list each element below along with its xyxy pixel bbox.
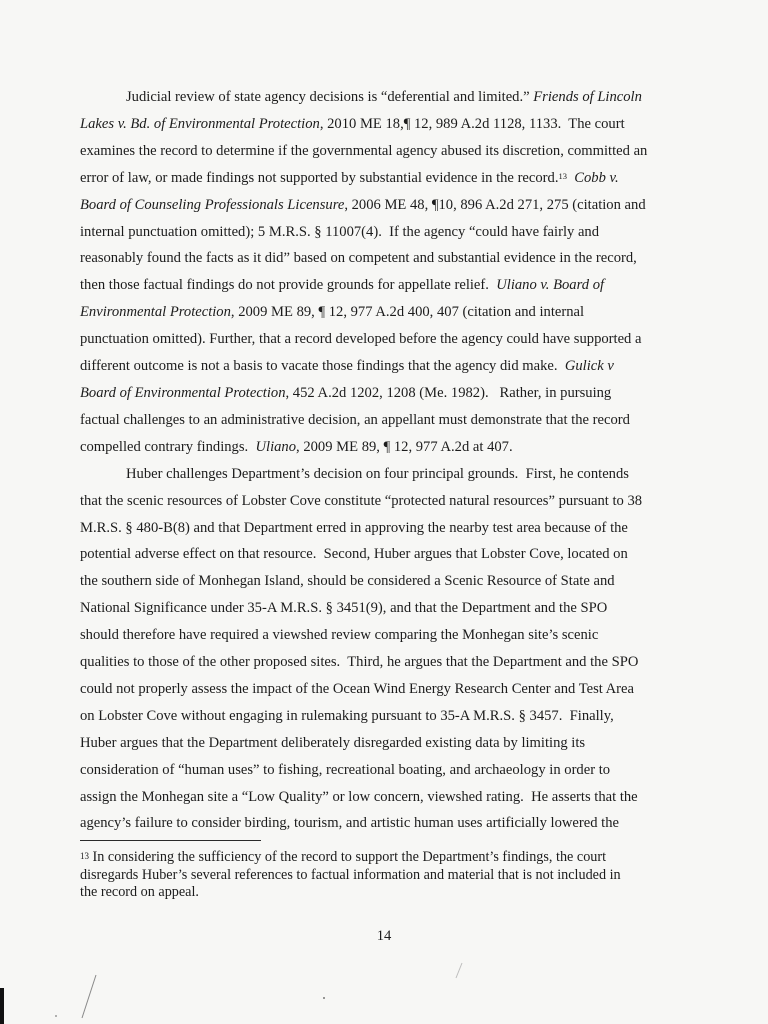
footnote-text: In considering the sufficiency of the record to support the Department’s findings, the court disregards Huber’s several references to factual information and material that is not included in the record on appeal.	[80, 849, 621, 901]
footnote-13	[80, 849, 668, 902]
speck	[323, 997, 325, 999]
body-text	[80, 84, 668, 837]
bottom-scratch-right	[456, 963, 462, 978]
bottom-scratch-left	[82, 975, 96, 1018]
footnote-number: 13	[80, 851, 89, 861]
left-edge-mark	[0, 988, 4, 1024]
page-number: 14	[376, 928, 392, 944]
paragraph-2: Huber challenges Department’s decision on four principal grounds. First, he contends that the scenic resources of Lobster Cove constitute “protected natural resources” pursuant to 38 M.R.S. § 480-B(8) and that Department erred in approving the nearby test area because of the potential adverse effect on that resource. Second, Huber argues that Lobster Cove, located on the southern side of Monhegan Island, should be considered a Scenic Resource of State and National Significance under 35-A M.R.S. § 3451(9), and that the Department and the SPO should therefore have required a viewshed review comparing the Monhegan site’s scenic qualities to those of the other proposed sites. Third, he argues that the Department and the SPO could not properly assess the impact of the Ocean Wind Energy Research Center and Test Area on Lobster Cove without engaging in rulemaking pursuant to 35-A M.R.S. § 3457. Finally, Huber argues that the Department deliberately disregarded existing data by limiting its consideration of “human uses” to fishing, recreational boating, and archaeology in order to assign the Monhegan site a “Low Quality” or low concern, viewshed rating. He asserts that the agency’s failure to consider birding, tourism, and artistic human uses artificially lowered the	[80, 465, 643, 832]
speck	[55, 1015, 57, 1017]
paragraph-1: Judicial review of state agency decisions is “deferential and limited.” Friends of Lincoln Lakes v. Bd. of Environmental Protection, 2010 ME 18,¶ 12, 989 A.2d 1128, 1133. The court examines the record to determine if the governmental agency abused its discretion, committed an error of law, or made findings not supported by substantial evidence in the record.$^{13}$ Cobb v. Board of Counseling Professionals Licensure, 2006 ME 48, ¶10, 896 A.2d 271, 275 (citation and internal punctuation omitted); 5 M.R.S. § 11007(4). If the agency “could have fairly and reasonably found the facts as it did” based on competent and substantial evidence in the record, then those factual findings do not provide grounds for appellate relief. Uliano v. Board of Environmental Protection, 2009 ME 89, ¶ 12, 977 A.2d 400, 407 (citation and internal punctuation omitted). Further, that a record developed before the agency could have supported a different outcome is not a basis to vacate those findings that the agency did make. Gulick v Board of Environmental Protection, 452 A.2d 1202, 1208 (Me. 1982). Rather, in pursuing factual challenges to an administrative decision, an appellant must demonstrate that the record compelled contrary findings. Uliano, 2009 ME 89, ¶ 12, 977 A.2d at 407.	[80, 89, 648, 455]
footnote-divider	[80, 840, 261, 841]
